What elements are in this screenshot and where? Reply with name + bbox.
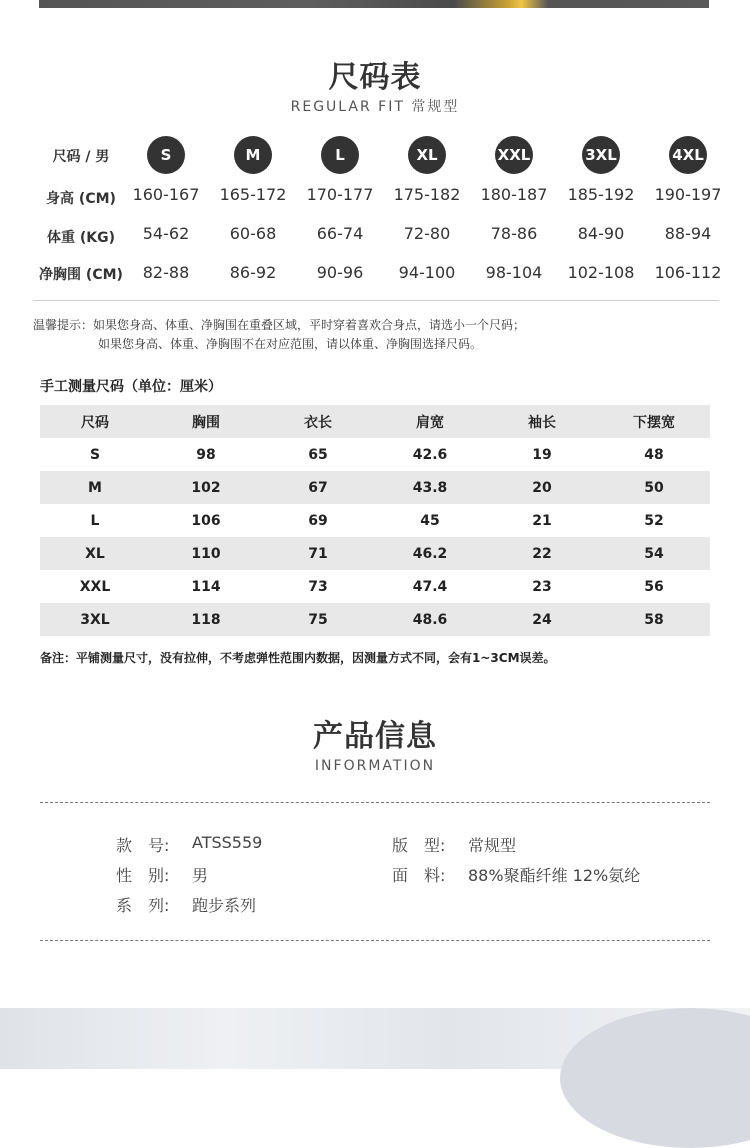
- chest-cell: 106-112: [654, 263, 722, 282]
- table-row: [40, 603, 710, 636]
- table-cell: 54: [598, 537, 710, 570]
- table-cell: 43.8: [374, 471, 486, 504]
- weight-cell: 72-80: [403, 224, 451, 243]
- table-cell: 47.4: [412, 578, 448, 595]
- fabric-label: 面 料:: [392, 866, 446, 885]
- series-label: 系 列:: [116, 896, 170, 915]
- measurement-table: [40, 405, 710, 636]
- fit-label: 版 型:: [392, 836, 446, 855]
- gender-label: 性 别:: [116, 866, 170, 885]
- height-cell: 170-177: [306, 185, 374, 204]
- table-cell: 23: [532, 578, 552, 595]
- divider: [33, 300, 719, 301]
- series-value: 跑步系列: [192, 896, 257, 915]
- table-cell: 75: [262, 603, 374, 636]
- height-cell: 165-172: [219, 185, 287, 204]
- height-cell: 160-167: [132, 185, 200, 204]
- column-header: 衣长: [262, 405, 374, 438]
- table-cell: S: [89, 446, 101, 463]
- height-cell: 185-192: [567, 185, 635, 204]
- measurement-title: 手工测量尺码（单位：厘米）: [40, 379, 222, 395]
- table-cell: 110: [150, 537, 262, 570]
- style-number-label: 款 号:: [116, 836, 170, 855]
- size-badge-s: S: [147, 136, 185, 174]
- table-cell: 102: [150, 471, 262, 504]
- table-cell: 58: [598, 603, 710, 636]
- table-cell: 48.6: [374, 603, 486, 636]
- table-cell: 21: [532, 512, 552, 529]
- table-cell: 69: [308, 512, 328, 529]
- size-chart-title: 尺码表: [328, 60, 422, 95]
- dotted-divider-top: [40, 802, 710, 803]
- size-badge-xl: XL: [408, 136, 446, 174]
- table-cell: 22: [486, 537, 598, 570]
- weight-row-label: 体重 (KG): [46, 230, 115, 246]
- chest-cell: 82-88: [142, 263, 190, 282]
- size-badge-m: M: [234, 136, 272, 174]
- column-header: 尺码: [40, 405, 150, 438]
- size-badge-l: L: [321, 136, 359, 174]
- table-cell: 73: [308, 578, 328, 595]
- table-row: [40, 438, 710, 471]
- table-cell: 114: [191, 578, 221, 595]
- fit-value: 常规型: [468, 836, 517, 855]
- table-cell: 50: [598, 471, 710, 504]
- table-cell: XXL: [79, 578, 111, 595]
- table-cell: XL: [40, 537, 150, 570]
- size-header-label: 尺码 / 男: [52, 149, 110, 165]
- column-header: 袖长: [486, 405, 598, 438]
- gender-value: 男: [192, 866, 209, 885]
- table-row: [40, 471, 710, 504]
- height-cell: 180-187: [480, 185, 548, 204]
- size-badge-3xl: 3XL: [582, 136, 620, 174]
- table-header-row: [40, 405, 710, 438]
- style-number-value: ATSS559: [192, 833, 263, 852]
- fabric-value: 88%聚酯纤维 12%氨纶: [468, 866, 641, 885]
- chest-cell: 86-92: [229, 263, 277, 282]
- table-cell: 106: [191, 512, 221, 529]
- table-cell: 56: [644, 578, 664, 595]
- height-cell: 175-182: [393, 185, 461, 204]
- weight-cell: 88-94: [664, 224, 712, 243]
- dotted-divider-bottom: [40, 940, 710, 941]
- table-cell: M: [40, 471, 150, 504]
- top-product-photo-edge: [39, 0, 709, 8]
- table-cell: 71: [262, 537, 374, 570]
- column-header: 下摆宽: [598, 405, 710, 438]
- table-row: [40, 570, 710, 603]
- table-cell: 118: [150, 603, 262, 636]
- table-cell: 98: [196, 446, 216, 463]
- table-cell: 3XL: [40, 603, 150, 636]
- weight-cell: 84-90: [577, 224, 625, 243]
- table-cell: 65: [308, 446, 328, 463]
- table-cell: 45: [420, 512, 440, 529]
- weight-cell: 60-68: [229, 224, 277, 243]
- chest-row-label: 净胸围 (CM): [39, 267, 123, 283]
- chest-cell: 94-100: [398, 263, 456, 282]
- tip-line-1: 温馨提示：如果您身高、体重、净胸围在重叠区域，平时穿着喜欢合身点，请选小一个尺码；: [33, 318, 526, 332]
- table-cell: 24: [486, 603, 598, 636]
- table-cell: 67: [262, 471, 374, 504]
- table-cell: 48: [644, 446, 664, 463]
- weight-cell: 54-62: [142, 224, 190, 243]
- size-chart-subtitle: REGULAR FIT 常规型: [290, 99, 460, 115]
- chest-cell: 102-108: [567, 263, 635, 282]
- table-cell: 46.2: [374, 537, 486, 570]
- column-header: 胸围: [150, 405, 262, 438]
- table-cell: 19: [532, 446, 552, 463]
- chest-cell: 90-96: [316, 263, 364, 282]
- table-cell: 52: [644, 512, 664, 529]
- height-cell: 190-197: [654, 185, 722, 204]
- height-row-label: 身高 (CM): [46, 191, 116, 207]
- tip-line-2: 如果您身高、体重、净胸围不在对应范围，请以体重、净胸围选择尺码。: [98, 337, 483, 351]
- weight-cell: 78-86: [490, 224, 538, 243]
- table-row: [40, 537, 710, 570]
- column-header: 肩宽: [374, 405, 486, 438]
- table-row: [40, 504, 710, 537]
- table-cell: 20: [486, 471, 598, 504]
- product-info-title: 产品信息: [313, 719, 437, 754]
- chest-cell: 98-104: [485, 263, 543, 282]
- table-cell: 42.6: [412, 446, 448, 463]
- measurement-note: 备注：平铺测量尺寸，没有拉伸，不考虑弹性范围内数据，因测量方式不同，会有1~3CM误差。: [40, 651, 556, 665]
- table-cell: L: [90, 512, 100, 529]
- product-info-subtitle: INFORMATION: [314, 758, 436, 774]
- size-badge-xxl: XXL: [495, 136, 533, 174]
- size-badge-4xl: 4XL: [669, 136, 707, 174]
- weight-cell: 66-74: [316, 224, 364, 243]
